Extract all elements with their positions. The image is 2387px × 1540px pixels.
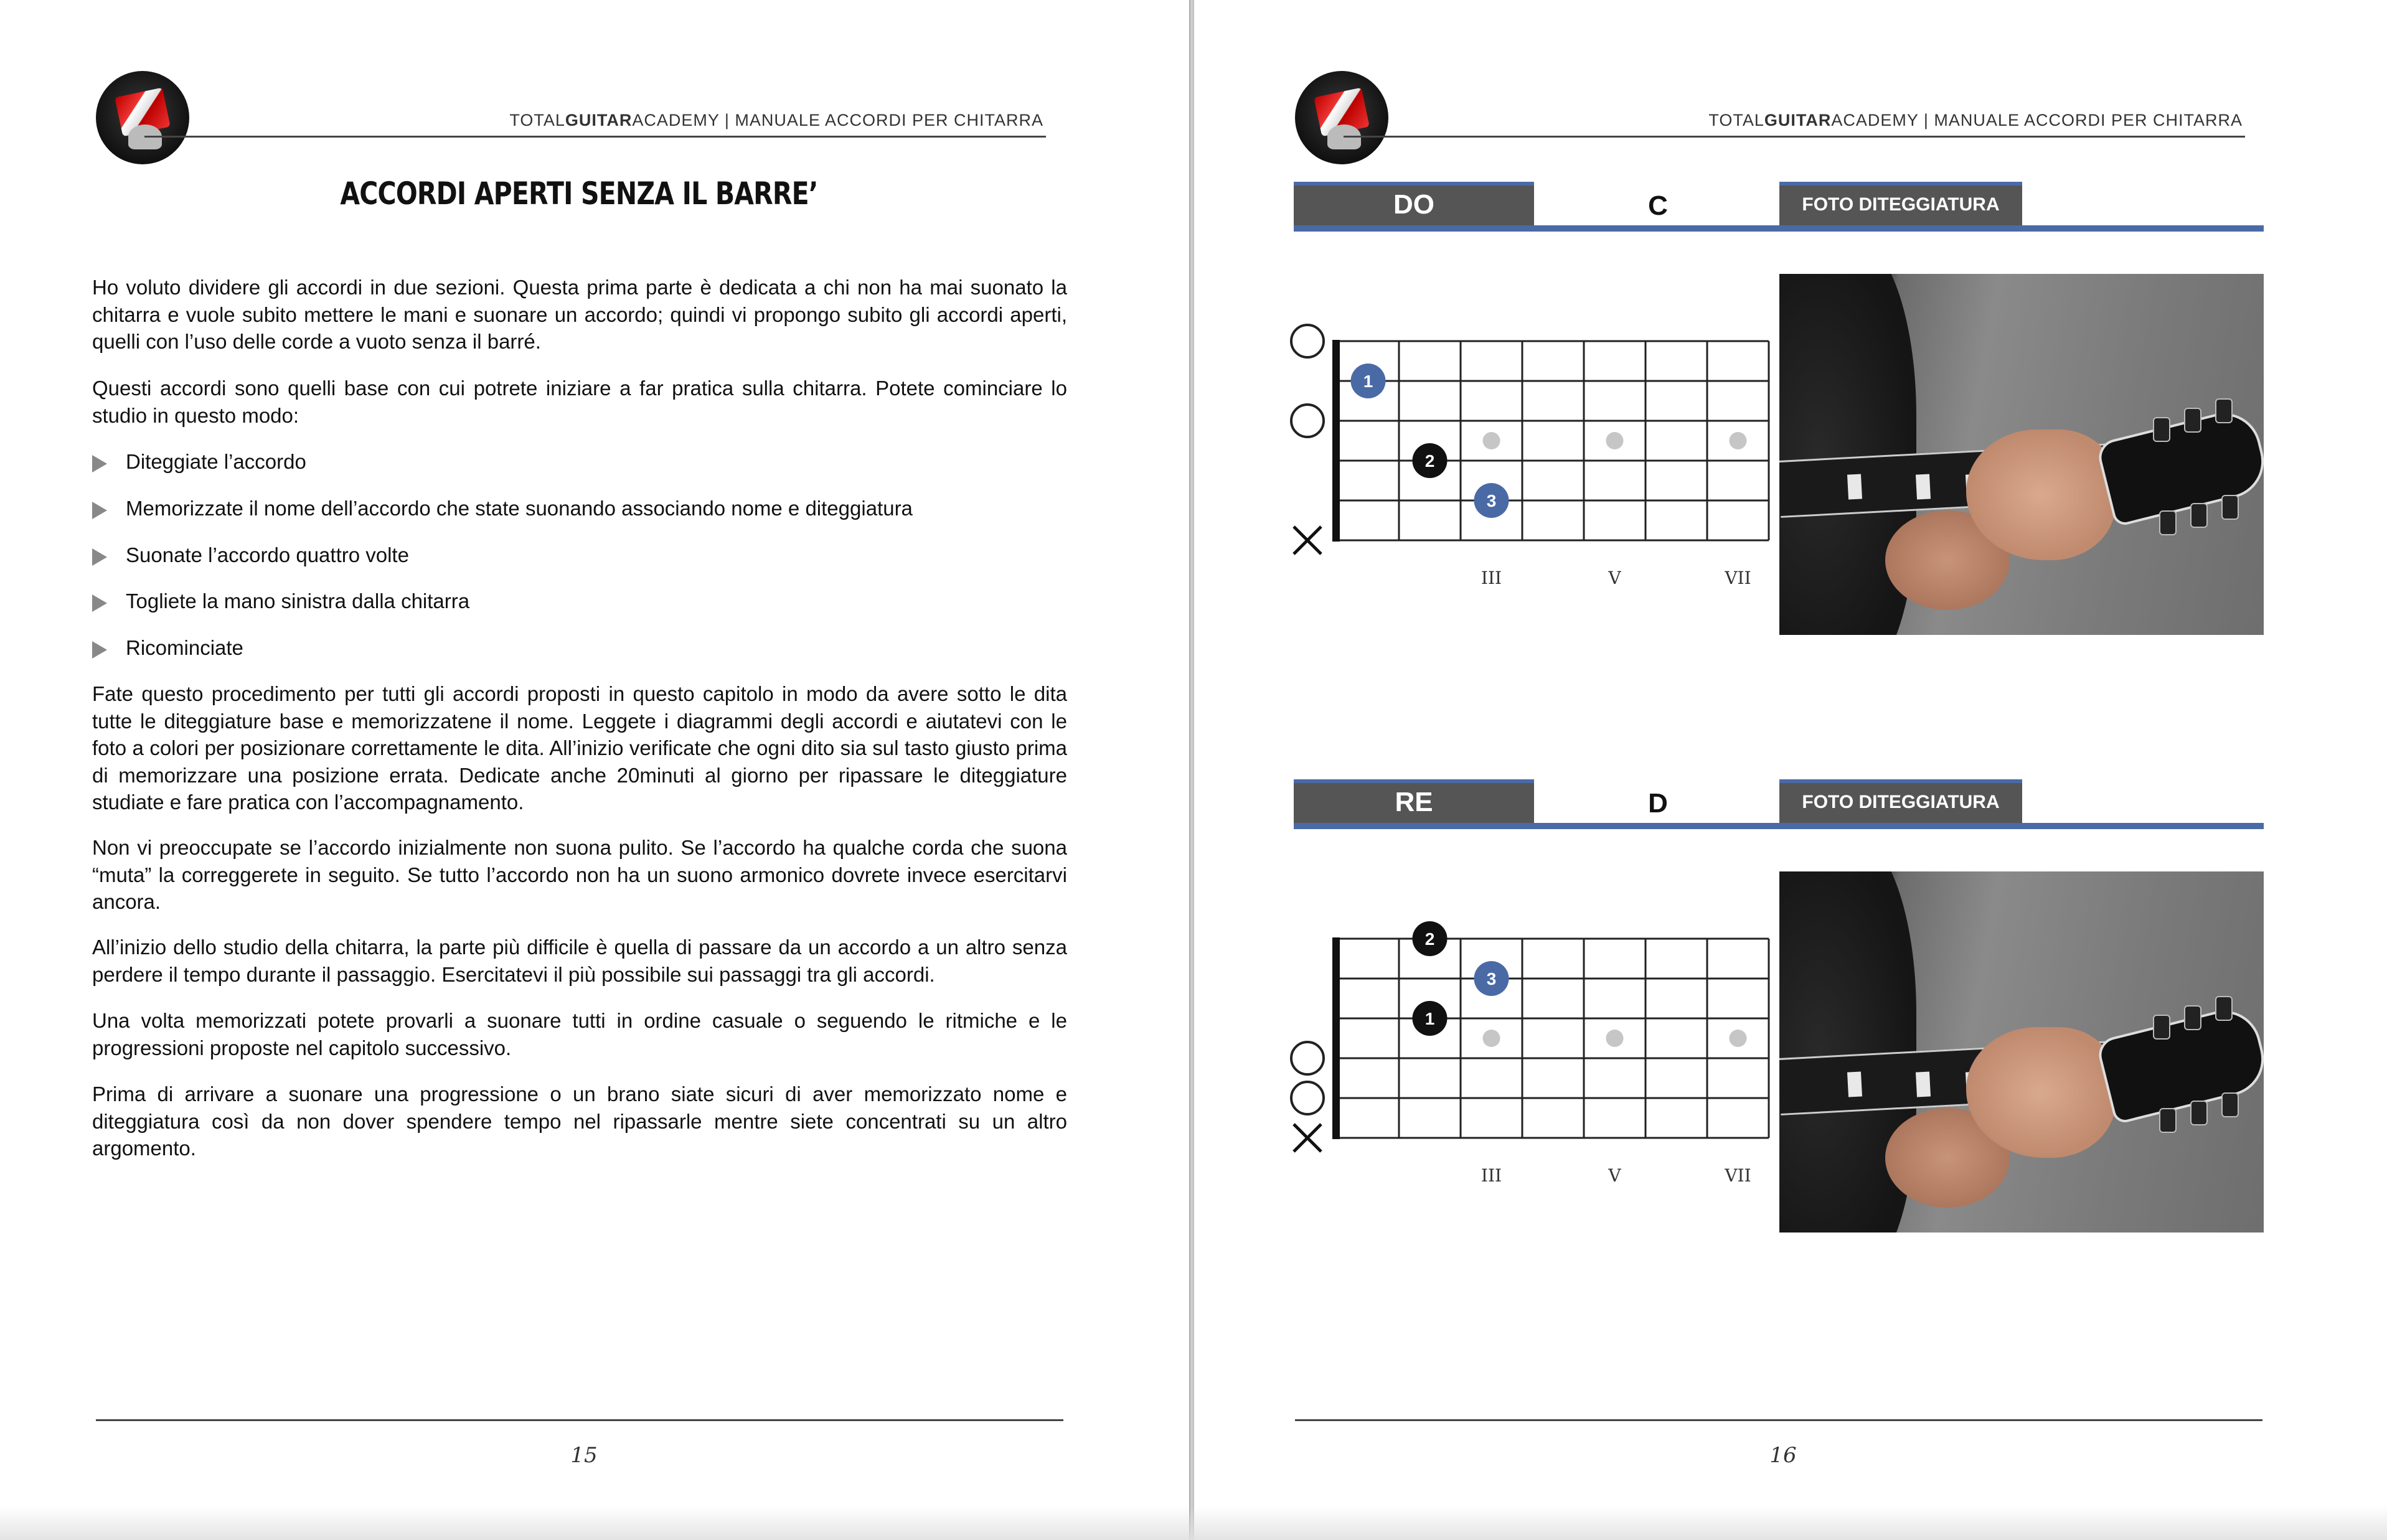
fret-number-label: V: [1608, 1165, 1621, 1186]
finger-number: 2: [1424, 451, 1435, 471]
body-paragraph-1: Fate questo procedimento per tutti gli accordi proposti in questo capitolo in modo da avere sotto le dita tutte le diteggiature base e memorizzatene il nome. Leggete i diagrammi degli accordi e aiutatevi con le foto a colori per posizionare correttamente le dita. All’inizio verificate che ogni dito sia sul tasto giusto prima di memorizzare una posizione errata. Dedicate anche 20minuti al giorno per ripassare le diteggiature studiate e fare pratica con l’accompagnamento.: [92, 682, 1067, 814]
triangle-bullet-icon: [92, 455, 107, 472]
fret-marker-dot: [1730, 1030, 1747, 1047]
header-rule: [144, 136, 1046, 138]
photo-label: FOTO DITEGGIATURA: [1779, 182, 2022, 227]
step-item: Togliete la mano sinistra dalla chitarra: [92, 588, 469, 614]
triangle-bullet-icon: [92, 641, 107, 659]
step-item: Diteggiate l’accordo: [92, 448, 306, 475]
chord-name: RE: [1294, 779, 1534, 824]
chord-header-rule: [1294, 225, 2264, 232]
triangle-bullet-icon: [92, 594, 107, 612]
open-string-icon: [1291, 325, 1324, 357]
academy-logo: [1295, 71, 1388, 164]
body-paragraph-5: Prima di arrivare a suonare una progressione o un brano siate sicuri di aver memorizzato nome e diteggiatura così da non dover spendere tempo nel ripassarle mentre siete concentrati su un altro argomento.: [92, 1082, 1067, 1160]
header-title: TOTALGUITARACADEMY | MANUALE ACCORDI PER CHITARRA: [509, 111, 1043, 129]
chord-header-do: [1294, 182, 2264, 233]
fret-marker-dot: [1606, 432, 1624, 449]
footer-rule: [1295, 1419, 2262, 1421]
fret-marker-dot: [1483, 1030, 1500, 1047]
nut: [1332, 340, 1340, 542]
nut: [1332, 937, 1340, 1139]
chord-header-rule: [1294, 823, 2264, 829]
body-paragraph-4: Una volta memorizzati potete provarli a suonare tutti in ordine casuale o seguendo le ritmiche e le progressioni proposte nel capitolo successivo.: [92, 1009, 1067, 1059]
finger-number: 1: [1424, 1009, 1435, 1028]
body-paragraph-3: All’inizio dello studio della chitarra, la parte più difficile è quella di passare da un accordo a un altro senza perdere il tempo durante il passaggio. Esercitatevi il più possibile sui passaggi tra gli accordi.: [92, 936, 1067, 986]
open-string-icon: [1291, 405, 1324, 437]
page-title: ACCORDI APERTI SENZA IL BARRE’: [340, 176, 818, 212]
header-rule: [1344, 136, 2245, 138]
chord-diagram-re: [1289, 909, 1781, 1195]
fingering-photo-do: [1779, 274, 2264, 635]
header-title: TOTALGUITARACADEMY | MANUALE ACCORDI PER CHITARRA: [1708, 111, 2243, 129]
triangle-bullet-icon: [92, 502, 107, 519]
fret-marker-dot: [1483, 432, 1500, 449]
chord-name: DO: [1294, 182, 1534, 227]
fret-number-label: III: [1481, 568, 1502, 588]
book-spine: [1189, 0, 1194, 1540]
step-item: Ricominciate: [92, 634, 243, 661]
body-paragraph-2: Non vi preoccupate se l’accordo inizialmente non suona pulito. Se l’accordo ha qualche corda che suona “muta” la correggerete in seguito. Se tutto l’accordo non ha un suono armonico dovrete invece esercitarvi ancora.: [92, 836, 1067, 913]
open-string-icon: [1291, 1042, 1324, 1074]
page-number: 16: [1769, 1443, 1797, 1468]
photo-label: FOTO DITEGGIATURA: [1779, 779, 2022, 824]
step-item: Memorizzate il nome dell’accordo che state suonando associando nome e diteggiatura: [92, 495, 913, 522]
triangle-bullet-icon: [92, 548, 107, 566]
footer-rule: [96, 1419, 1063, 1421]
chord-diagram-do: [1289, 311, 1781, 598]
fret-marker-dot: [1606, 1030, 1624, 1047]
page-bottom-shadow: [0, 1506, 2387, 1540]
fret-number-label: VII: [1725, 568, 1751, 588]
intro-paragraph-2: Questi accordi sono quelli base con cui potrete iniziare a far pratica sulla chitarra. Potete cominciare lo studio in questo modo:: [92, 377, 1067, 427]
fret-number-label: III: [1481, 1165, 1502, 1186]
intro-paragraph-1: Ho voluto dividere gli accordi in due sezioni. Questa prima parte è dedicata a chi non ha mai suonato la chitarra e vuole subito mettere le mani e suonare un accordo; quindi vi propongo subito gli accordi aperti, quelli con l’uso delle corde a vuoto senza il barré.: [92, 276, 1067, 353]
finger-number: 1: [1363, 372, 1373, 391]
chord-letter: C: [1648, 190, 1668, 221]
finger-number: 3: [1486, 491, 1497, 510]
finger-number: 2: [1424, 929, 1435, 949]
finger-number: 3: [1486, 969, 1497, 988]
open-string-icon: [1291, 1082, 1324, 1114]
fret-number-label: V: [1608, 568, 1621, 588]
chord-letter: D: [1648, 788, 1668, 819]
step-item: Suonate l’accordo quattro volte: [92, 542, 409, 568]
fret-marker-dot: [1730, 432, 1747, 449]
academy-logo: [96, 71, 189, 164]
page-number: 15: [570, 1443, 598, 1468]
fingering-photo-re: [1779, 871, 2264, 1232]
fret-number-label: VII: [1725, 1165, 1751, 1186]
chord-header-re: [1294, 779, 2264, 830]
